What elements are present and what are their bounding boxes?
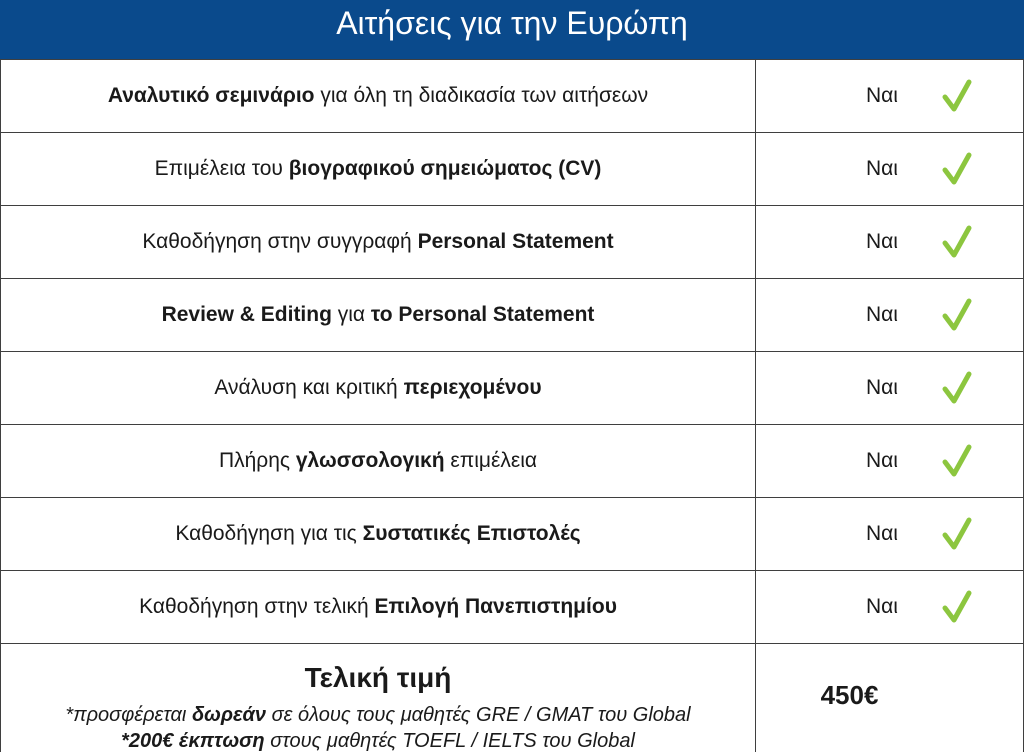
final-price-row	[1, 644, 1023, 752]
row-description-text: Ανάλυση και κριτική	[214, 376, 404, 399]
row-description-bold: Review & Editing	[161, 303, 332, 326]
check-icon	[942, 225, 972, 259]
services-table	[0, 60, 1024, 752]
table-row	[1, 571, 1023, 644]
row-value: Ναι	[866, 449, 898, 472]
row-value-cell	[756, 571, 1023, 643]
final-price-title: Τελική τιμή	[304, 662, 452, 693]
final-note-2-post: στους μαθητές TOEFL / IELTS του Global	[264, 730, 635, 752]
page-title: Αιτήσεις για την Ευρώπη	[336, 5, 688, 41]
row-value-cell	[756, 133, 1023, 205]
table-row	[1, 60, 1023, 133]
row-description-bold: γλωσσολογική	[295, 449, 445, 472]
table-row	[1, 425, 1023, 498]
row-value: Ναι	[866, 376, 898, 399]
row-description	[1, 133, 756, 205]
final-price-value: 450€	[820, 680, 879, 710]
row-description-text: για όλη τη διαδικασία των αιτήσεων	[314, 84, 649, 107]
row-description-text: Καθοδήγηση για τις	[175, 522, 363, 545]
row-value: Ναι	[866, 595, 898, 618]
row-description-bold: Personal Statement	[417, 230, 614, 253]
row-value-cell	[756, 352, 1023, 424]
row-description	[1, 60, 756, 132]
row-description-bold: το Personal Statement	[370, 303, 595, 326]
check-icon	[942, 79, 972, 113]
row-description-text: Καθοδήγηση στην συγγραφή	[142, 230, 418, 253]
row-value: Ναι	[866, 84, 898, 107]
row-value: Ναι	[866, 230, 898, 253]
row-value: Ναι	[866, 522, 898, 545]
table-row	[1, 133, 1023, 206]
row-value-cell	[756, 279, 1023, 351]
table-row	[1, 206, 1023, 279]
row-description	[1, 498, 756, 570]
row-value-cell	[756, 60, 1023, 132]
row-value: Ναι	[866, 157, 898, 180]
row-description-text: Καθοδήγηση στην τελική	[139, 595, 375, 618]
row-description-bold: Συστατικές Επιστολές	[362, 522, 581, 545]
row-description-text: Επιμέλεια του	[154, 157, 289, 180]
final-note-1-pre: *προσφέρεται	[65, 704, 192, 726]
final-note-2-bold: *200€ έκπτωση	[121, 730, 265, 752]
row-description-bold: βιογραφικού σημειώματος (CV)	[288, 157, 602, 180]
row-description-text: Πλήρης	[218, 449, 296, 472]
final-price-description	[1, 644, 756, 752]
final-note-1-bold: δωρεάν	[191, 704, 267, 726]
row-value-cell	[756, 498, 1023, 570]
row-description	[1, 571, 756, 643]
row-value-cell	[756, 425, 1023, 497]
check-icon	[942, 298, 972, 332]
final-note-2	[1, 728, 755, 754]
row-description	[1, 279, 756, 351]
page-header	[0, 0, 1024, 60]
final-note-1-post: σε όλους τους μαθητές GRE / GMAT του Global	[266, 704, 691, 726]
row-description-text: επιμέλεια	[444, 449, 538, 472]
final-note-1	[1, 702, 755, 728]
row-value-cell	[756, 206, 1023, 278]
table-row	[1, 279, 1023, 352]
row-description	[1, 352, 756, 424]
check-icon	[942, 444, 972, 478]
check-icon	[942, 517, 972, 551]
check-icon	[942, 371, 972, 405]
row-description-bold: Επιλογή Πανεπιστημίου	[374, 595, 617, 618]
row-description	[1, 425, 756, 497]
table-row	[1, 352, 1023, 425]
check-icon	[942, 590, 972, 624]
row-description	[1, 206, 756, 278]
row-description-text: για	[331, 303, 371, 326]
row-description-bold: περιεχομένου	[403, 376, 542, 399]
table-row	[1, 498, 1023, 571]
row-value: Ναι	[866, 303, 898, 326]
check-icon	[942, 152, 972, 186]
row-description-bold: Αναλυτικό σεμινάριο	[107, 84, 315, 107]
